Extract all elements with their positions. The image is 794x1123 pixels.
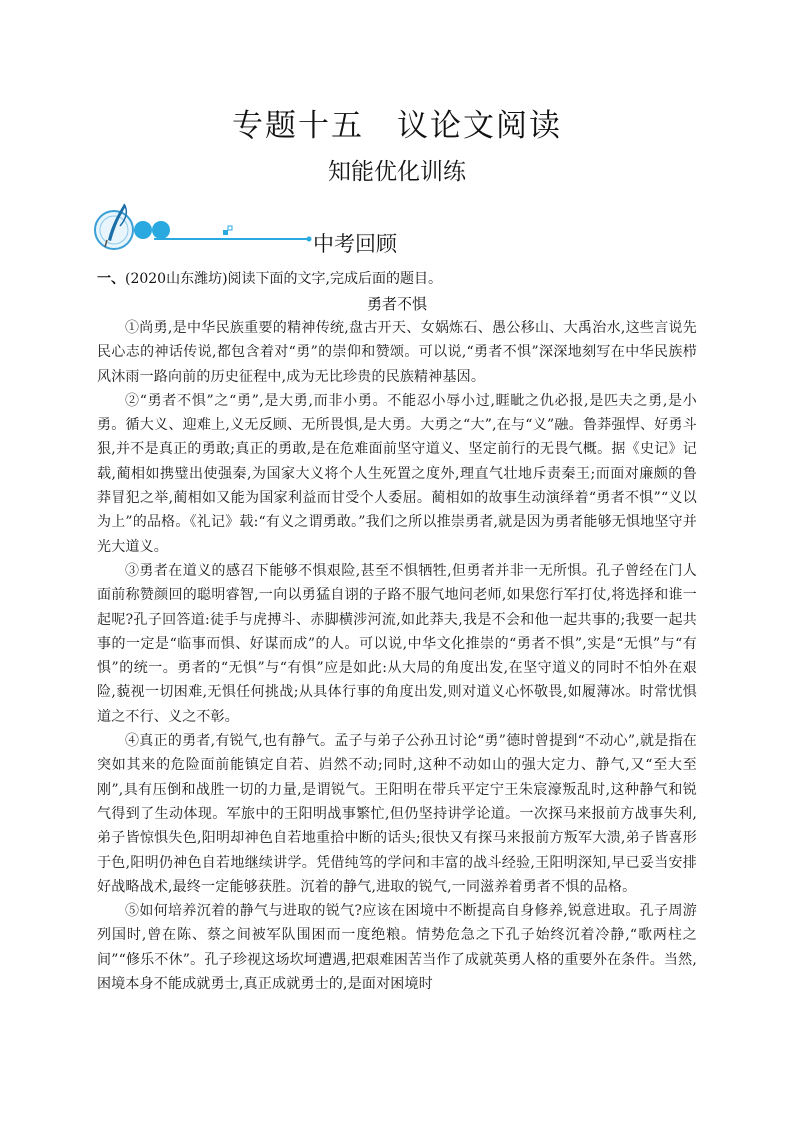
paragraph: ①尚勇,是中华民族重要的精神传统,盘古开天、女娲炼石、愚公移山、大禹治水,这些言说先民心志的神话传说,都包含着对“勇”的崇仰和赞颂。可以说,“勇者不惧”深深地刻写在中华民族栉风沐雨一路向前的历史征程中,成为无比珍贵的民族精神基因。: [97, 320, 697, 385]
question-text: (2020山东潍坊)阅读下面的文字,完成后面的题目。: [125, 271, 443, 287]
paragraph: ③勇者在道义的感召下能够不惧艰险,甚至不惧牺牲,但勇者并非一无所惧。孔子曾经在门人面前称赞颜回的聪明睿智,一向以勇猛自诩的子路不服气地问老师,如果您行军打仗,将选择和谁一起呢?孔子回答道:徒手与虎搏斗、赤脚横涉河流,如此莽夫,我是不会和他一起共事的;我要一起共事的一定是“临事而惧、好谋而成”的人。可以说,中华文化推崇的“勇者不惧”,实是“无惧”与“有惧”的统一。勇者的“无惧”与“有惧”应是如此:从大局的角度出发,在坚守道义的同时不怕外在艰险,藐视一切困难,无惧任何挑战;从具体行事的角度出发,则对道义心怀敬畏,如履薄冰。时常忧惧道之不行、义之不彰。: [97, 562, 697, 725]
question-prompt: [97, 269, 717, 289]
section-label: 中考回顾: [313, 232, 397, 256]
paragraph: ⑤如何培养沉着的静气与进取的锐气?应该在困境中不断提高自身修养,锐意进取。孔子周游列国时,曾在陈、蔡之间被军队围困而一度绝粮。情势危急之下孔子始终沉着冷静,“歌两柱之间”“修乐不休”。孔子珍视这场坎坷遭遇,把艰难困苦当作了成就英勇人格的重要外在条件。当然,困境本身不能成就勇士,真正成就勇士的,是面对困境时: [97, 903, 697, 993]
page-subtitle: 知能优化训练: [328, 159, 466, 185]
paragraph: ②“勇者不惧”之“勇”,是大勇,而非小勇。不能忍小辱小过,睚眦之仇必报,是匹夫之勇,是小勇。循大义、迎难上,义无反顾、无所畏惧,是大勇。大勇之“大”,在与“义”融。鲁莽强悍、好勇斗狠,并不是真正的勇敢;真正的勇敢,是在危难面前坚守道义、坚定前行的无畏气概。据《史记》记载,蔺相如携璧出使强秦,为国家大义将个人生死置之度外,理直气壮地斥责秦王;而面对廉颇的鲁莽冒犯之举,蔺相如又能为国家利益而甘受个人委屈。蔺相如的故事生动演绎着“勇者不惧”“义以为上”的品格。《礼记》载:“有义之谓勇敢。”我们之所以推崇勇者,就是因为勇者能够无惧地坚守并光大道义。: [97, 392, 697, 555]
article-body: [97, 316, 697, 996]
question-number: 一、: [97, 271, 125, 287]
page-title: 专题十五 议论文阅读: [232, 108, 562, 144]
paragraph: ④真正的勇者,有锐气,也有静气。孟子与弟子公孙丑讨论“勇”德时曾提到“不动心”,就是指在突如其来的危险面前能镇定自若、岿然不动;同时,这种不动如山的强大定力、静气,又“至大至刚”,具有压倒和战胜一切的力量,是谓锐气。王阳明在带兵平定宁王朱宸濠叛乱时,这种静气和锐气得到了生动体现。军旅中的王阳明战事繁忙,但仍坚持讲学论道。一次探马来报前方战事失利,弟子皆惊惧失色,阳明却神色自若地重拾中断的话头;很快又有探马来报前方叛军大溃,弟子皆喜形于色,阳明仍神色自若地继续讲学。凭借纯笃的学问和丰富的战斗经验,王阳明深知,早已妥当安排好战略战术,最终一定能够获胜。沉着的静气,进取的锐气,一同滋养着勇者不惧的品格。: [97, 733, 697, 895]
article-title: 勇者不惧: [366, 295, 427, 313]
